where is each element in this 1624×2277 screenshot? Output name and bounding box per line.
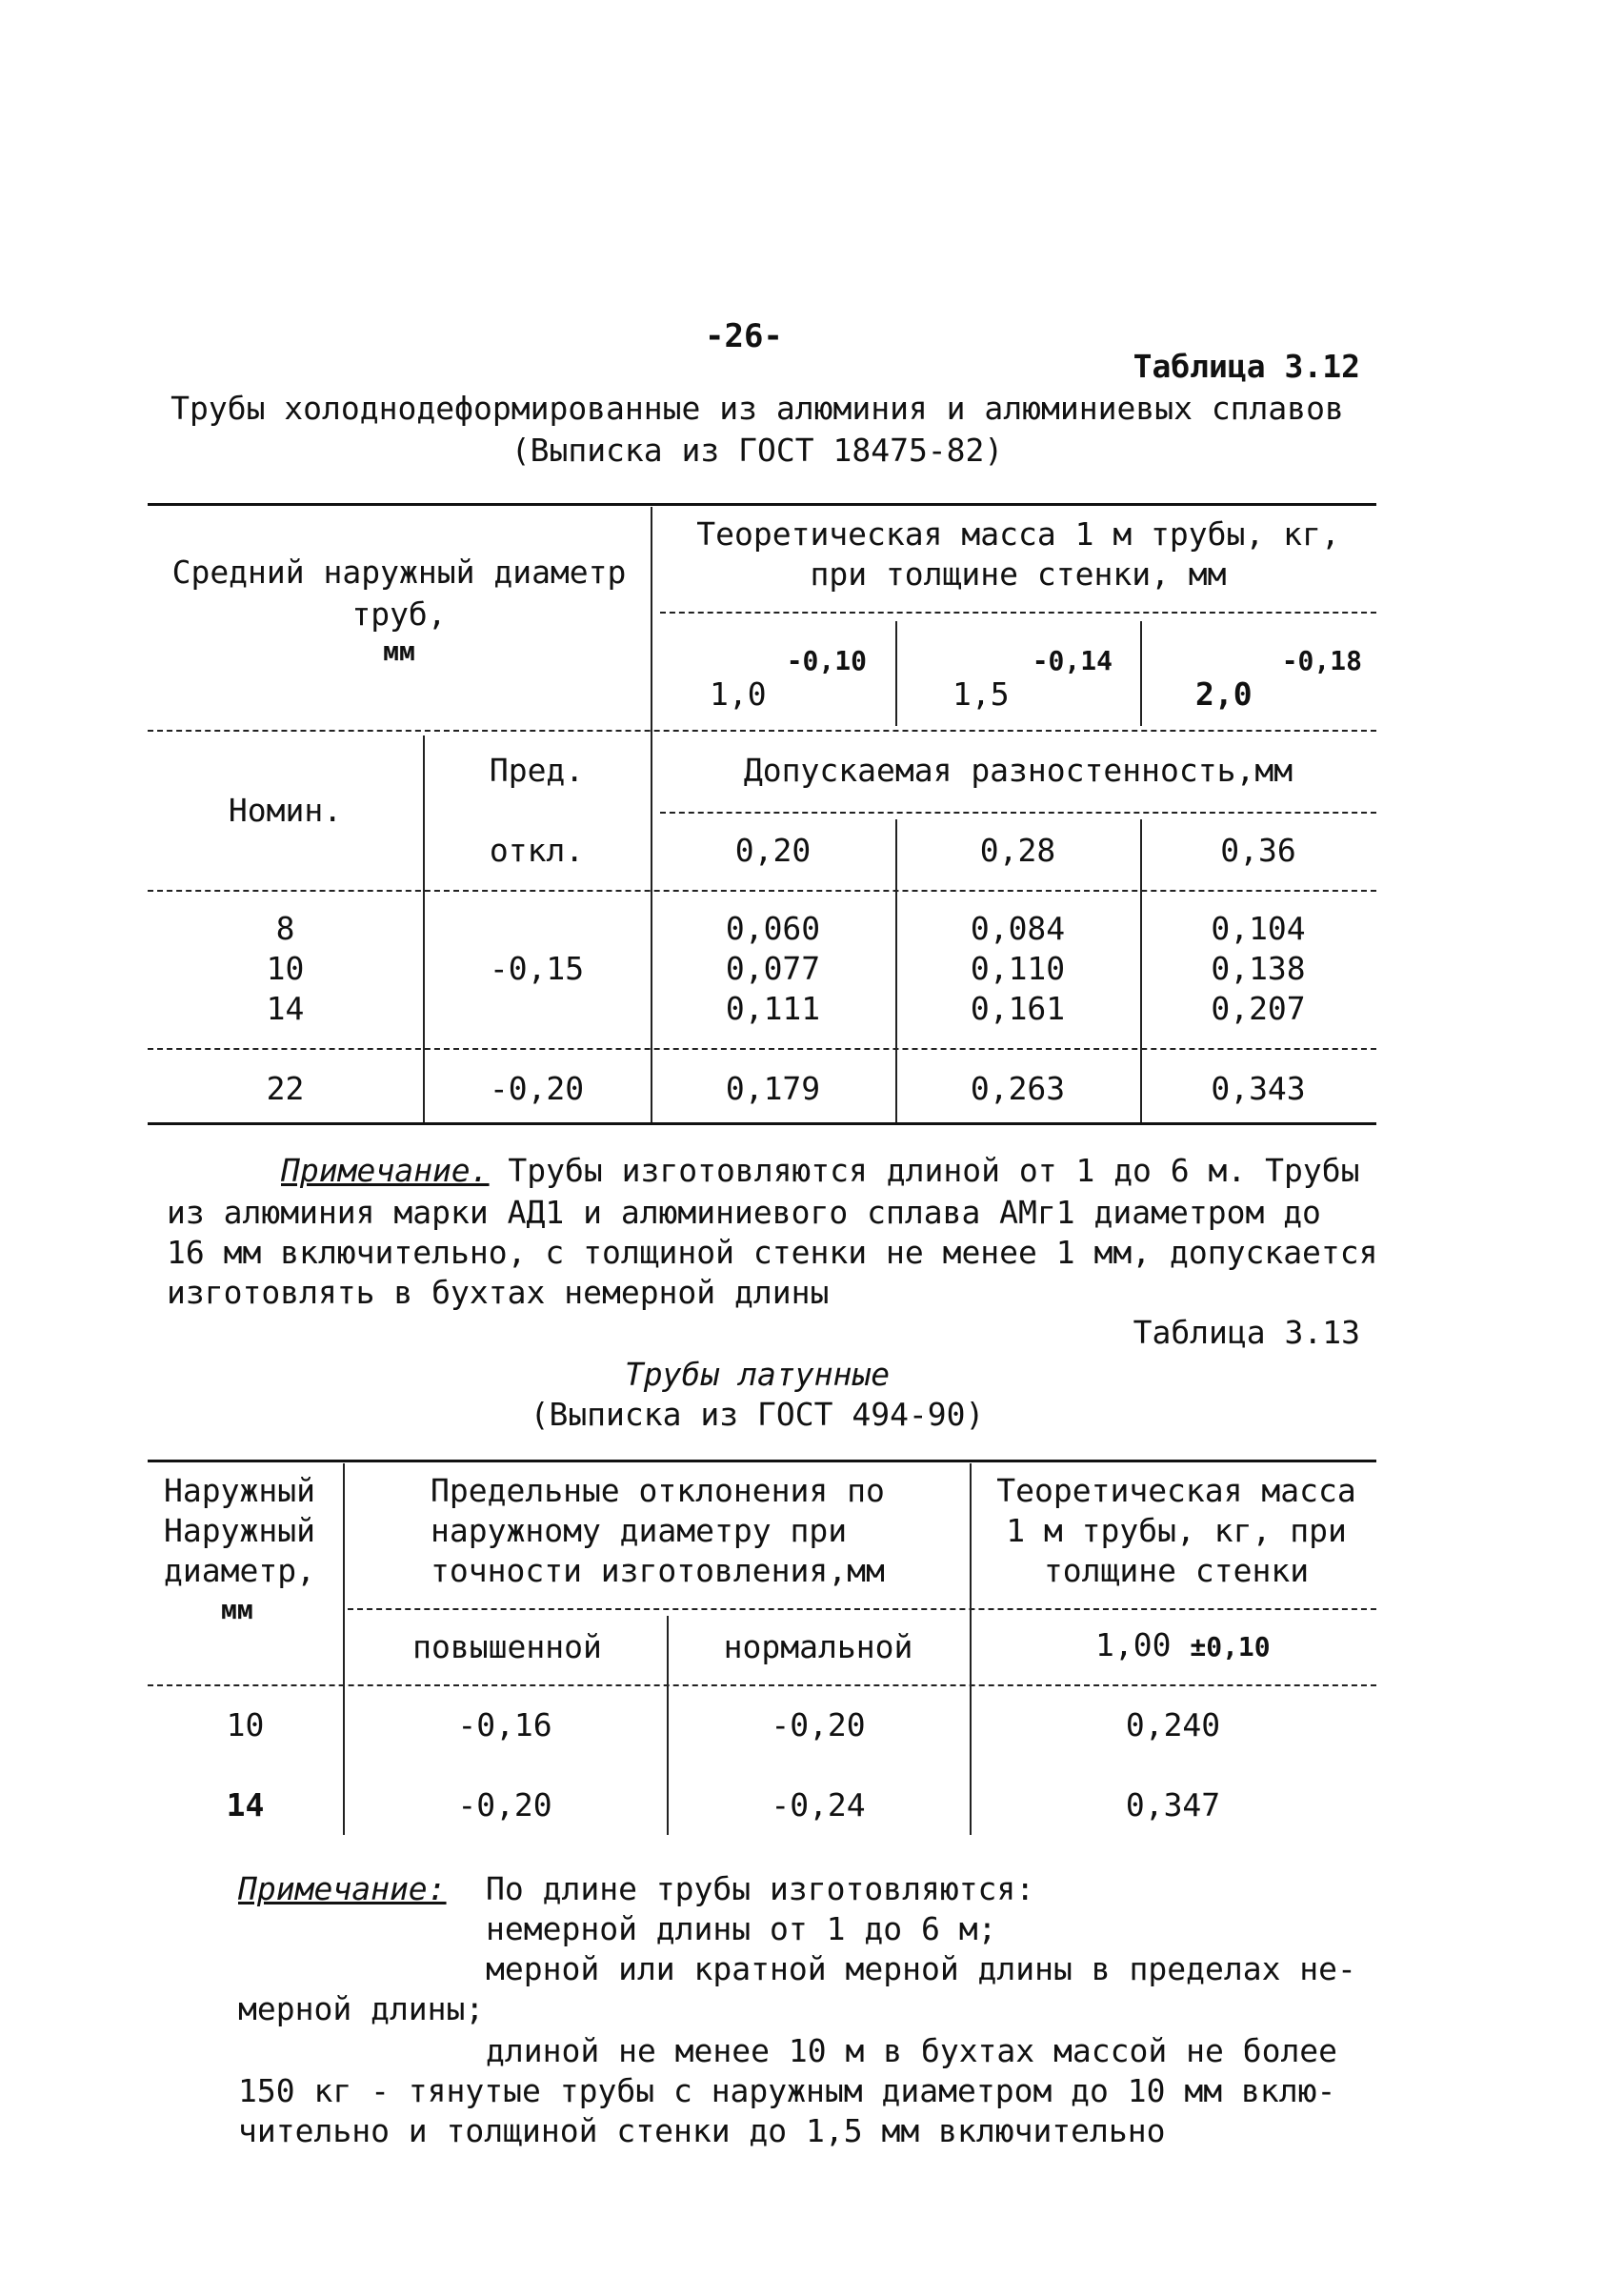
header-nominal: Номин. [228,792,343,829]
cell-mass: 0,084 [970,910,1066,947]
table-rule [148,730,1376,732]
cell-mass: 0,077 [725,950,821,987]
header-thickness [1095,1626,1271,1663]
header-deviation-line-1: Предельные отклонения по [431,1472,885,1509]
table-rule [148,503,1376,506]
cell-mass: 0,347 [1125,1786,1221,1824]
thickness-value: 2,0 [1195,675,1253,713]
cell-mass: 0,161 [970,990,1066,1027]
table-rule [1140,621,1142,726]
table-rule [660,612,1376,614]
cell-normal: -0,20 [771,1706,866,1743]
table-rule [148,1122,1376,1125]
cell-mass: 0,343 [1211,1070,1306,1107]
cell-mass: 0,104 [1211,910,1306,947]
cell-high: -0,16 [457,1706,552,1743]
note-line: мерной длины; [238,1990,485,2027]
cell-diameter: 10 [226,1706,265,1743]
header-diameter-line-2: Наружный [164,1512,315,1549]
table-3-13-source: (Выписка из ГОСТ 494-90) [530,1396,985,1433]
table-rule [660,812,1376,814]
header-diameter-unit: мм [383,635,415,667]
cell-nominal: 8 [275,910,295,947]
wall-difference-value: 0,28 [979,832,1056,869]
header-accuracy-normal: нормальной [723,1628,913,1665]
header-deviation-line-2: наружному диаметру при [431,1512,848,1549]
note-line: чительно и толщиной стенки до 1,5 мм включительно [238,2112,1166,2149]
thickness-tolerance: ±0,10 [1190,1631,1271,1662]
note-first-line [281,1152,1360,1189]
note-label: Примечание. [281,1152,490,1189]
cell-diameter: 14 [226,1786,265,1824]
header-mass-line-2: 1 м трубы, кг, при [1006,1512,1347,1549]
note-line: изготовлять в бухтах немерной длины [167,1274,830,1311]
note-line: мерной или кратной мерной длины в пределах не- [486,1950,1356,1987]
page-number: -26- [705,317,783,355]
note-line: из алюминия марки АД1 и алюминиевого сплава АМг1 диаметром до [167,1194,1321,1231]
header-mass-line-1: Теоретическая масса 1 м трубы, кг, [696,515,1340,553]
cell-deviation: -0,20 [489,1070,585,1107]
wall-difference-value: 0,36 [1220,832,1296,869]
table-3-12-source: (Выписка из ГОСТ 18475-82) [511,432,1004,469]
header-diameter-line-1: Наружный [164,1472,315,1509]
table-rule [651,507,652,1122]
table-rule [423,735,425,1122]
wall-difference-label: Допускаемая разностенность,мм [743,752,1293,789]
note-line: 150 кг - тянутые трубы с наружным диаметром до 10 мм вклю- [238,2072,1336,2109]
header-diameter-line-2: труб, [351,595,447,633]
table-rule [148,890,1376,892]
cell-nominal: 10 [266,950,305,987]
cell-mass: 0,060 [725,910,821,947]
header-diameter-unit: мм [221,1594,253,1625]
header-mass-line-3: толщине стенки [1043,1552,1310,1589]
note-line: 16 мм включительно, с толщиной стенки не менее 1 мм, допускается [167,1234,1378,1271]
table-3-13-title: Трубы латунные [624,1356,891,1393]
table-rule [148,1460,1376,1462]
header-deviation-line-3: точности изготовления,мм [431,1552,885,1589]
table-3-12-label: Таблица 3.12 [1133,348,1360,385]
cell-mass: 0,263 [970,1070,1066,1107]
thickness-value: 1,00 [1095,1626,1172,1663]
header-mass-line-1: Теоретическая масса [996,1472,1356,1509]
note-line: длиной не менее 10 м в бухтах массой не более [486,2032,1338,2069]
header-diameter-line-3: диаметр, [164,1552,315,1589]
table-rule [148,1048,1376,1050]
header-diameter-line-1: Средний наружный диаметр [171,554,627,591]
cell-mass: 0,110 [970,950,1066,987]
header-deviation-line-2: откл. [489,832,585,869]
note-line: Трубы изготовляются длиной от 1 до 6 м. Трубы [508,1152,1360,1189]
cell-deviation: -0,15 [489,950,585,987]
table-rule [970,1463,972,1835]
wall-difference-value: 0,20 [734,832,812,869]
cell-normal: -0,24 [771,1786,866,1824]
cell-mass: 0,240 [1125,1706,1221,1743]
header-accuracy-high: повышенной [412,1628,602,1665]
thickness-tolerance: -0,18 [1281,645,1362,676]
note-line: немерной длины от 1 до 6 м; [486,1910,997,1947]
table-3-13-label: Таблица 3.13 [1133,1314,1360,1351]
cell-high: -0,20 [457,1786,552,1824]
table-rule [343,1463,345,1835]
table-3-12-title: Трубы холоднодеформированные из алюминия и алюминиевых сплавов [170,390,1344,427]
table-rule [348,1608,1376,1610]
cell-mass: 0,207 [1211,990,1306,1027]
cell-mass: 0,111 [725,990,821,1027]
thickness-tolerance: -0,10 [786,645,867,676]
header-deviation-line-1: Пред. [489,752,585,789]
note-line: По длине трубы изготовляются: [486,1870,1035,1907]
note-label: Примечание: [238,1870,447,1907]
header-mass-line-2: при толщине стенки, мм [810,555,1227,593]
table-rule [895,621,897,726]
thickness-value: 1,5 [952,675,1010,713]
thickness-value: 1,0 [710,675,767,713]
thickness-tolerance: -0,14 [1032,645,1113,676]
cell-nominal: 14 [266,990,305,1027]
cell-nominal: 22 [266,1070,305,1107]
table-rule [148,1684,1376,1686]
cell-mass: 0,179 [725,1070,821,1107]
cell-mass: 0,138 [1211,950,1306,987]
